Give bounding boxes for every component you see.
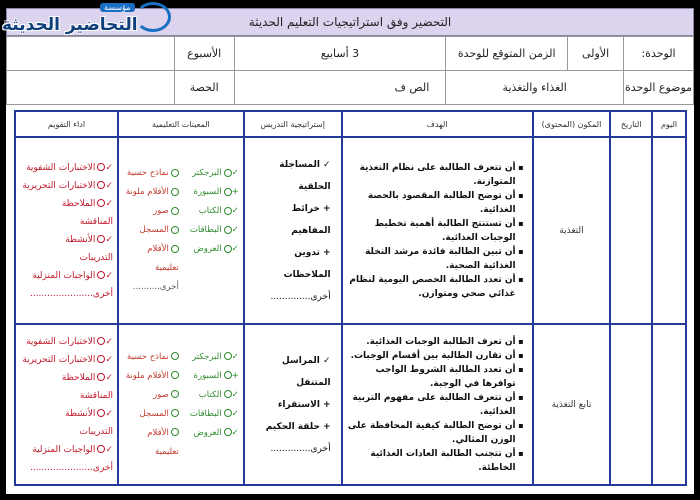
resource-item[interactable]: المسجل bbox=[123, 405, 179, 424]
assessment-item: أخرى...................... bbox=[29, 462, 113, 473]
assessment-item[interactable]: ✓الأنشطة bbox=[65, 408, 113, 419]
goal-item: ▪ أن تعدد الطالبة الشروط الواجب توافرها في الوجبة. bbox=[345, 363, 524, 391]
topic-label: موضوع الوحدة bbox=[624, 71, 694, 105]
goal-item: ▪ أن تستنتج الطالبة أهمية تخطيط الوجبات الغذائية. bbox=[345, 217, 524, 245]
day-cell bbox=[652, 137, 686, 324]
assessment-item[interactable]: ✓الملاحظة bbox=[61, 372, 113, 383]
resource-item[interactable]: ✓البطاقات bbox=[189, 408, 239, 419]
resource-item[interactable]: نماذج حسية bbox=[123, 164, 179, 183]
resource-item[interactable]: ✓الكتاب bbox=[198, 389, 239, 400]
header-resources: المعينات التعليمية bbox=[118, 111, 244, 137]
resource-item[interactable]: صور bbox=[123, 202, 179, 221]
resource-item[interactable]: ✓البرجكتر bbox=[192, 351, 239, 362]
strategy-cell bbox=[244, 324, 342, 485]
header-day: اليوم bbox=[652, 111, 686, 137]
assessment-item[interactable]: ✓الواجبات المنزلية bbox=[32, 270, 113, 281]
goal-item: ▪ أن توضح الطالبة كيفية المحافظة على الوزن المثالي. bbox=[345, 419, 524, 447]
assessment-cell bbox=[15, 324, 118, 485]
assessment-item[interactable]: ✓الاختبارات التحريرية bbox=[22, 354, 113, 365]
resource-item[interactable]: ✓البطاقات bbox=[189, 225, 239, 236]
class-label: الص ف bbox=[234, 71, 446, 105]
resource-item[interactable]: صور bbox=[123, 386, 179, 405]
resource-item[interactable]: ✓الكتاب bbox=[198, 206, 239, 217]
unit-value: الأولى bbox=[568, 37, 624, 71]
content-cell: تابع التغذية bbox=[533, 324, 611, 485]
logo-badge: مؤسسة bbox=[100, 3, 135, 12]
week-value bbox=[7, 37, 175, 71]
strategy-item: + حلقة الحكيم bbox=[265, 421, 331, 432]
resource-item[interactable]: +السبورة bbox=[193, 370, 239, 381]
resource-item: تعليمية bbox=[154, 446, 179, 457]
logo-ring-icon bbox=[135, 2, 171, 32]
resource-item[interactable]: المسجل bbox=[123, 221, 179, 240]
resource-item: أخرى.......... bbox=[132, 282, 179, 293]
assessment-item[interactable]: ✓الملاحظة bbox=[61, 198, 113, 209]
goal-item: ▪ أن تتعرف الطالبة على مفهوم التربية الغذائية. bbox=[345, 391, 524, 419]
weeks-value: 3 أسابيع bbox=[234, 37, 446, 71]
goal-item: ▪ أن تتجنب الطالبة العادات الغذائية الخاطئة. bbox=[345, 447, 524, 475]
header-assessment: اداء التقويم bbox=[15, 111, 118, 137]
header-strategy: إستراتيجية التدريس bbox=[244, 111, 342, 137]
period-label: الحصة bbox=[174, 71, 234, 105]
strategy-item: + الاستقراء bbox=[277, 399, 331, 410]
date-cell bbox=[610, 324, 652, 485]
strategy-item: + خرائط المفاهيم bbox=[291, 203, 331, 236]
expected-time-label: الزمن المتوقع للوحدة bbox=[446, 37, 568, 71]
assessment-item[interactable]: ✓الاختبارات التحريرية bbox=[22, 180, 113, 191]
assessment-item[interactable]: ✓الأنشطة bbox=[65, 234, 113, 245]
strategy-cell bbox=[244, 137, 342, 324]
date-cell bbox=[610, 137, 652, 324]
strategy-item: أخرى.............. bbox=[270, 443, 331, 454]
resource-item: تعليمية bbox=[154, 263, 179, 274]
assessment-cell bbox=[15, 137, 118, 324]
topic-value: الغذاء والتغذية bbox=[446, 71, 624, 105]
goals-cell bbox=[342, 137, 533, 324]
header-date: التاريخ bbox=[610, 111, 652, 137]
resource-item[interactable]: ✓العروض bbox=[193, 427, 239, 438]
assessment-item[interactable]: ✓الاختبارات الشفوية bbox=[26, 162, 113, 173]
resource-item[interactable]: الأقلام bbox=[123, 424, 179, 443]
assessment-item: أخرى...................... bbox=[29, 288, 113, 299]
resource-item[interactable]: الأقلام bbox=[123, 240, 179, 259]
resource-item[interactable]: ✓العروض bbox=[193, 244, 239, 255]
header-info-table bbox=[6, 36, 694, 105]
assessment-item[interactable]: ✓الاختبارات الشفوية bbox=[26, 336, 113, 347]
lesson-plan-table bbox=[14, 110, 687, 486]
period-value bbox=[7, 71, 175, 105]
resource-item[interactable]: ✓البرجكتر bbox=[192, 168, 239, 179]
assessment-item: التدريبات bbox=[79, 252, 113, 263]
goal-item: ▪ أن توضح الطالبة المقصود بالحصة الغذائية. bbox=[345, 189, 524, 217]
goal-item: ▪ أن تبين الطالبة فائدة مرشد النخلة الغذائية الصحية. bbox=[345, 245, 524, 273]
resource-item[interactable]: نماذج حسية bbox=[123, 348, 179, 367]
assessment-item: المناقشة bbox=[79, 216, 113, 227]
strategy-item: ✓ المساجلة الحلقية bbox=[279, 159, 331, 192]
resources-cell bbox=[118, 137, 244, 324]
strategy-item: + تدوين الملاحظات bbox=[283, 247, 331, 280]
resources-cell bbox=[118, 324, 244, 485]
content-cell: التغذية bbox=[533, 137, 611, 324]
table-row bbox=[15, 137, 686, 324]
assessment-item: المناقشة bbox=[79, 390, 113, 401]
page-title: التحضير وفق استراتيجيات التعليم الحديثة bbox=[6, 8, 694, 36]
goal-item: ▪ أن تتعرف الطالبة على نظام التغذية المتوازنة. bbox=[345, 161, 524, 189]
strategy-item: ✓ المراسل المتنقل bbox=[281, 355, 331, 388]
assessment-item: التدريبات bbox=[79, 426, 113, 437]
table-row bbox=[15, 324, 686, 485]
goals-cell bbox=[342, 324, 533, 485]
unit-label: الوحدة: bbox=[624, 37, 694, 71]
resource-item[interactable]: +السبورة bbox=[193, 187, 239, 198]
logo-text: التحاضير الحديثة bbox=[2, 15, 138, 35]
assessment-item[interactable]: ✓الواجبات المنزلية bbox=[32, 444, 113, 455]
goal-item: ▪ أن تعرف الطالبة الوجبات الغذائية. bbox=[345, 335, 524, 349]
header-content: المكون (المحتوى) bbox=[533, 111, 611, 137]
week-label: الأسبوع bbox=[174, 37, 234, 71]
strategy-item: أخرى.............. bbox=[270, 291, 331, 302]
header-goal: الهدف bbox=[342, 111, 533, 137]
resource-item[interactable]: الأقلام ملونة bbox=[123, 183, 179, 202]
goal-item: ▪ أن تعدد الطالبة الحصص اليومية لنظام غذائي صحي ومتوازن. bbox=[345, 273, 524, 301]
day-cell bbox=[652, 324, 686, 485]
brand-logo bbox=[0, 0, 180, 36]
resource-item[interactable]: الأقلام ملونة bbox=[123, 367, 179, 386]
goal-item: ▪ أن تقارن الطالبة بين أقسام الوجبات. bbox=[345, 349, 524, 363]
